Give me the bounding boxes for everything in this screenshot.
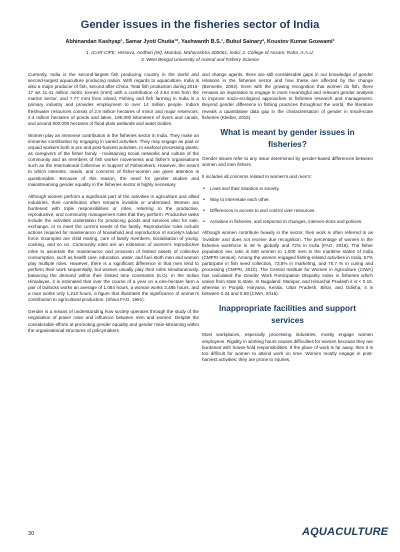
paragraph-intro: Currently, India is the second-largest fish producing country in the world and second-largest aquaculture producing nation. With regards to aquaculture, India is also a major producer of fish, second after China. Total fish production during 2016-17 ws 11.41 million metric tonnes (mmt) with a contribution of 3.64 mmt from the marine sector, and 7.77 mmt from inland, Fishing and fish farming in India is a primary industry and provides employment to over 14 million people. India's freshwater resources consist of 2.9 million hectares of minor and major reservoirs, 2.4 million hectares of ponds and lakes, 195,000 kilometers of rivers and canals, and around 800,000 hectares of flood plain wetlands and water bodies. xyxy=(28,72,199,126)
author-list: Abhinandan Kashyap¹, Samar Jyoti Chutia¹*, Yashwanth B.S.¹, Bubul Sainary², Koustov Kumar Goswami³ xyxy=(65,39,335,45)
magazine-logo: AQUACULTURE xyxy=(302,526,389,538)
paragraph-women-contribution: Women play an immense contribution in the fisheries sector in India. They make an immense contribution by engaging in varied activities. They may engage as paid or unpaid workers both in pre and post-harvest activities. In seafood processing plants, as caregivers of the fisher family - maintaining social networks and culture of the community and as members of fish worker movements and fisher's organisations such as the International Collective in Support of Fishworkers. However, the extent to which interests, needs, and concerns of fisher-women are given attention is questionable. Because of this reason, the need for gender studies and mainstreaming gender equality in the fisheries sector is highly necessary. xyxy=(28,132,199,187)
list-item: • Lives and their situation in society. xyxy=(210,186,373,192)
left-column xyxy=(28,72,199,340)
right-column xyxy=(202,72,373,369)
list-item: • Activities in fisheries, and response to changes, interven-tions and policies. xyxy=(210,219,373,225)
paragraph-list-intro: It includes all concerns related to women's and men's: xyxy=(202,173,312,179)
paragraph-gender-definition: Gender is a means of understanding how society operates through the study of the negotiation of power roles and influence between men and women. Despite the considerable efforts at promoting gender equality and gender main-streaming within the organisational structures of policymakers xyxy=(28,309,199,333)
list-item: • Differences in access to and control over resources. xyxy=(210,208,373,214)
paragraph-workplaces: Most workplaces, especially processing industries, mostly engage women employees. Rigidity in working hours causes difficulties for women because they are burdened with house-hold responsibilities. If the place of work is far away, then it is too difficult for women to attend work on time. Women mostly engage in post-harvest activities; they are prone to injuries, xyxy=(202,332,373,362)
section-heading-facilities: Inappropriate facilities and support services xyxy=(219,304,356,326)
list-item: • Way to interrelate each other. xyxy=(210,197,373,203)
paragraph-gender-issues-intro: Gender issues refer to any issue determined by gender-based differences between women and men fishers. xyxy=(202,155,373,167)
paragraph-invisible-work: Although women contribute heavily in the sector, their work is often referred to as 'invisible' and does not receive due recognition. The percentage of women in the fisheries workforce is 48 % globally and 72% in India (FAO, 2016). The fisher population sex ratio is 928 women to 1,000 men in the maritime states of India (CMFRI census). Among the women engaged fishing-related activities in India, 57% participate in fish seed collection, 73.8% in marketing, and 75.7 % in curing and processing (CMFRI, 2010). The Central Institute for Women in Agriculture (CIWA) has calculated the Gender Work Participation Disparity Index in fisheries which varies from state to state. In Nagaland, Manipur, and Himachal Pradesh it is < 0.15, whereas in Punjab, Haryana, Kerala, Uttar Pradesh, Bihar, and Odisha, it is between 0.34 and 0.59 (CIWA, 2015). xyxy=(202,230,373,297)
section-heading-gender-issues: What is meant by gender issues in fisheries? xyxy=(220,127,355,149)
page-number: 30 xyxy=(28,531,35,537)
paragraph-knowledge-gaps: and change agents, there are still considerable gaps in our knowledge of gender relations in the fisheries sector and how these are affected by the change (Bennette, 2004). Even with the growing recognition that women do fish, there remains an imperative to engage in more meaningful and relevant gender analysis to improve socio-ecological approaches to fisheries research and management. Beyond gender difference in fishing practices throughout the world, the literature reveals a quantitative data gap in the characterisation of gender in small-scale fisheries (Kleiber, 2015). xyxy=(202,72,373,120)
article-title: Gender issues in the fisheries sector of India xyxy=(80,19,320,31)
affiliation-line-1: 1. ICAR-CIFE, Versova, Andheri (W), Mumbai, Maharashtra 400061, India; 2. College of Assam; Raha, A.A.U; xyxy=(86,50,314,55)
affiliation-line-2: 3. West Bengal University of Animal and Fishery Science xyxy=(140,57,260,62)
paragraph-triple-roles: Although women perform a significant part of the activities in agriculture and allied industries, their contribution often remains invisible or underrated. Women are burdened with triple responsibilities or roles, referring to the productive, reproductive, and community management roles that they perform. Productive tasks include the activities undertaken for producing goods and services also for sale, exchange, or to meet the current needs of the family. Reproductive roles include actions required for maintenance of household and reproduction of society's labour force. Examples are child rearing, care of family members, socialisation of young, cooking, and so on. Community roles are an extension of women's reproductive roles to ascertain the maintenance and provision of limited assets of collective consumption, such as health care, education, water, and fuel. Both men and women play multiple roles. However, there is a significant difference in that men tend to perform their work sequentially, but women usually play their roles simultaneously, balancing the demand within their limited time constraints (ILO). In the Indian Himalayas, it is estimated that over the course of a year on a one-hectare farm a pair of bullocks works an average of 1,064 hours, a woman works 3,485 hours, and a man works only 1,212 hours, a figure that illustrates the significance of women's contribution to agricultural production. (Shiva FAO, 1991). xyxy=(28,193,199,303)
concerns-list xyxy=(202,186,373,225)
